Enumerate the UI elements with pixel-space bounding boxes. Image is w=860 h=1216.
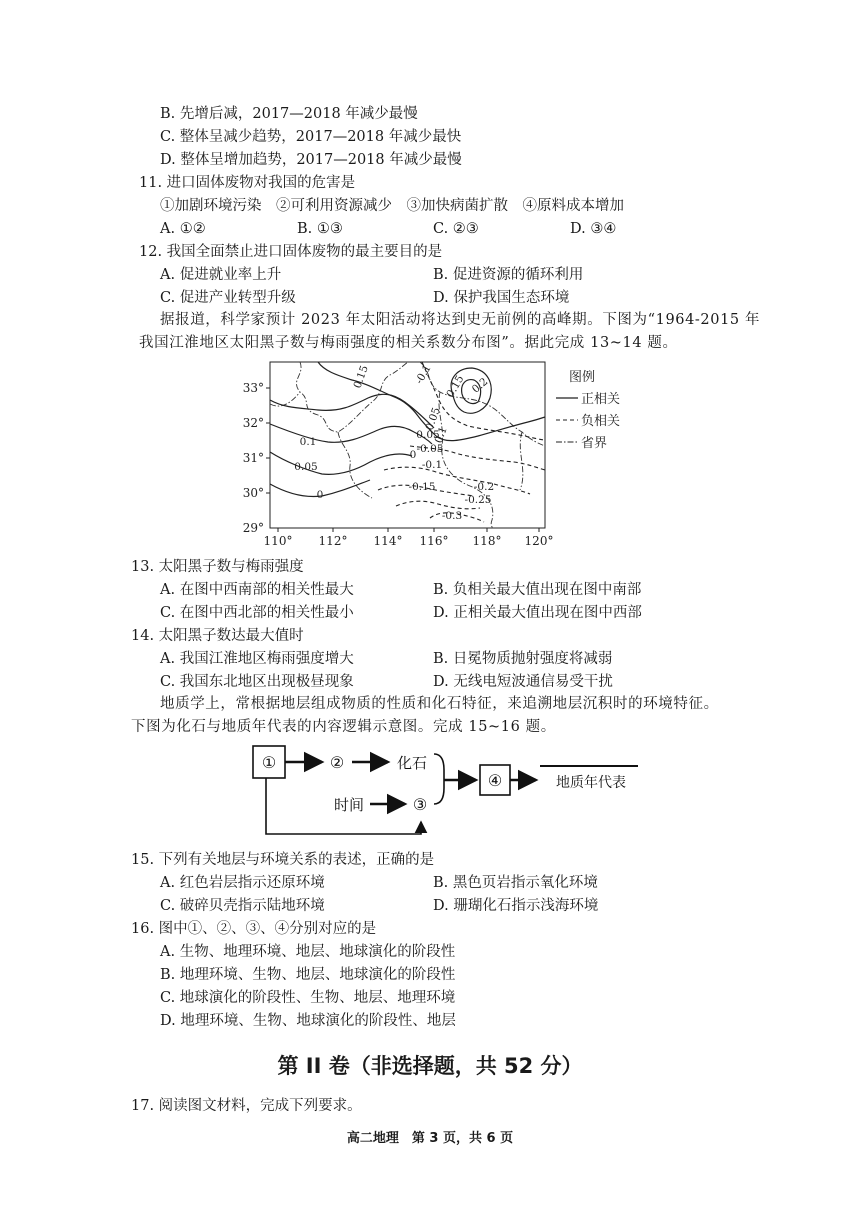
contour-label-2: -0.1 [413,362,434,387]
contour-label-16: 0 [409,449,417,461]
contour-label-15: -0.25 [464,494,492,506]
table-label: 地质年代表 [556,775,626,791]
q10-option-c: C. 整体呈减少趋势，2017—2018 年减少最快 [160,129,462,145]
fossil-label: 化石 [396,754,428,772]
q15-option-a: A. 红色岩层指示还原环境 [160,875,325,891]
q15-stem: 15. 下列有关地层与环境关系的表述，正确的是 [131,852,435,868]
passage1-line1: 据报道，科学家预计 2023 年太阳活动将达到史无前例的高峰期。下图为“1964-2015 年 [160,312,761,328]
legend-negative: 负相关 [581,414,621,429]
contour-label-6: 0.05 [423,405,443,433]
q14-option-d: D. 无线电短波通信易受干扰 [433,674,613,690]
lon-label-116: 116° [419,534,449,548]
q14-option-a: A. 我国江淮地区梅雨强度增大 [160,651,354,667]
contour-label-3: 0.15 [444,373,467,400]
q13-option-d: D. 正相关最大值出现在图中西部 [433,605,642,621]
correlation-map [230,355,650,555]
contour-label-9: 0.1 [432,425,450,445]
q11-option-b: B. ①③ [297,221,343,237]
q13-option-c: C. 在图中西北部的相关性最小 [160,605,354,621]
q16-option-a: A. 生物、地理环境、地层、地球演化的阶段性 [160,944,456,960]
passage2-line1: 地质学上，常根据地层组成物质的性质和化石特征，来追溯地层沉积时的环境特征。 [160,696,719,712]
lat-label-32: 32° [242,416,264,430]
q13-option-a: A. 在图中西南部的相关性最大 [160,582,354,598]
lat-label-33: 33° [242,381,264,395]
node-3: ③ [412,795,428,814]
contour-label-12: -0.15 [408,481,436,493]
contour-label-10: -0.1 [421,459,443,471]
node-1: ① [261,753,277,772]
lat-label-29: 29° [242,521,264,535]
q14-option-c: C. 我国东北地区出现极昼现象 [160,674,354,690]
contour-label-7: 0.05 [294,461,318,473]
legend-positive: 正相关 [581,392,621,407]
q11-stem: 11. 进口固体废物对我国的危害是 [139,175,356,191]
q15-option-b: B. 黑色页岩指示氧化环境 [433,875,598,891]
q16-option-c: C. 地球演化的阶段性、生物、地层、地理环境 [160,990,456,1006]
q16-option-d: D. 地理环境、生物、地球演化的阶段性、地层 [160,1013,456,1029]
contour-label-11: 0.05 [416,429,440,441]
lat-label-30: 30° [242,486,264,500]
q11-option-d: D. ③④ [570,221,617,237]
passage1-line2: 我国江淮地区太阳黑子数与梅雨强度的相关系数分布图”。据此完成 13~14 题。 [139,335,678,351]
q13-option-b: B. 负相关最大值出现在图中南部 [433,582,642,598]
q16-stem: 16. 图中①、②、③、④分别对应的是 [131,921,377,937]
q10-option-b: B. 先增后减，2017—2018 年减少最慢 [160,106,418,122]
q14-stem: 14. 太阳黑子数达最大值时 [131,628,304,644]
q11-option-c: C. ②③ [433,221,479,237]
contour-label-4: 0.2 [469,375,491,396]
q12-stem: 12. 我国全面禁止进口固体废物的最主要目的是 [139,244,443,260]
lon-label-118: 118° [472,534,502,548]
lon-label-114: 114° [373,534,403,548]
contour-label-14: 0 [316,489,324,501]
page-footer: 高二地理 第 3 页，共 6 页 [346,1131,514,1146]
time-label: 时间 [333,796,365,814]
contour-label-13: -0.2 [473,481,495,493]
node-2: ② [329,753,345,772]
q12-option-a: A. 促进就业率上升 [160,267,282,283]
passage2-line2: 下图为化石与地质年代表的内容逻辑示意图。完成 15~16 题。 [131,719,556,735]
q12-option-c: C. 促进产业转型升级 [160,290,296,306]
q15-option-c: C. 破碎贝壳指示陆地环境 [160,898,325,914]
q15-option-d: D. 珊瑚化石指示浅海环境 [433,898,599,914]
lon-label-112: 112° [318,534,348,548]
section-2-title: 第 II 卷（非选择题，共 52 分） [277,1054,583,1078]
q14-option-b: B. 日冕物质抛射强度将减弱 [433,651,613,667]
q11-option-a: A. ①② [160,221,206,237]
q17-stem: 17. 阅读图文材料，完成下列要求。 [131,1098,362,1114]
legend-boundary: 省界 [581,436,608,451]
q12-option-d: D. 保护我国生态环境 [433,290,570,306]
contour-label-8: -0.05 [416,443,444,455]
brace [434,754,444,804]
contour-label-1: 0.15 [351,363,371,391]
contour-label-17: -0.3 [441,510,463,522]
node-4: ④ [487,771,503,790]
lat-label-31: 31° [242,451,264,465]
q11-items: ①加剧环境污染 ②可利用资源减少 ③加快病菌扩散 ④原料成本增加 [160,198,624,214]
q13-stem: 13. 太阳黑子数与梅雨强度 [131,559,304,575]
q10-option-d: D. 整体呈增加趋势，2017—2018 年减少最慢 [160,152,462,168]
contour-label-5: 0.1 [299,436,317,448]
lon-label-110: 110° [263,534,293,548]
legend-title: 图例 [569,370,596,385]
fossil-flow-diagram [240,742,660,842]
q12-option-b: B. 促进资源的循环利用 [433,267,584,283]
q16-option-b: B. 地理环境、生物、地层、地球演化的阶段性 [160,967,456,983]
lon-label-120: 120° [524,534,554,548]
map-legend [556,370,620,451]
